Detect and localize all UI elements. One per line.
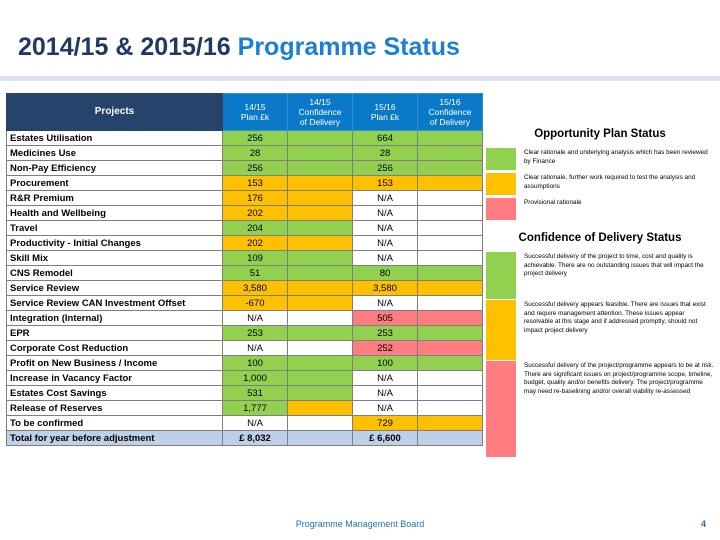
cell-plan-1415: 100 <box>223 356 288 371</box>
cell-confidence-1516 <box>418 416 483 431</box>
legend-item <box>486 361 714 457</box>
cell-plan-1516: N/A <box>353 221 418 236</box>
cell-plan-1516: N/A <box>353 401 418 416</box>
table-row <box>7 356 483 371</box>
cell-plan-1415: 28 <box>223 146 288 161</box>
page-title-years: 2014/15 & 2015/16 <box>18 33 231 61</box>
header-line-2: Plan £k <box>240 112 270 122</box>
row-project-name: Productivity - Initial Changes <box>7 236 223 251</box>
table-total-row <box>7 431 483 446</box>
total-label: Total for year before adjustment <box>7 431 223 446</box>
table-row <box>7 191 483 206</box>
cell-confidence-1415 <box>288 401 353 416</box>
cell-confidence-1516 <box>418 161 483 176</box>
legend-item <box>486 198 714 220</box>
header-line-1: 14/15 <box>309 97 331 107</box>
cell-plan-1415: 202 <box>223 236 288 251</box>
cell-confidence-1516 <box>418 191 483 206</box>
legend-swatch-red-icon <box>486 198 516 220</box>
row-project-name: To be confirmed <box>7 416 223 431</box>
table-row <box>7 251 483 266</box>
cell-plan-1516: N/A <box>353 206 418 221</box>
header-line-1: 15/16 <box>374 102 396 112</box>
table-row <box>7 221 483 236</box>
table-row <box>7 296 483 311</box>
cell-confidence-1415 <box>288 191 353 206</box>
cell-confidence-1516 <box>418 206 483 221</box>
cell-plan-1516: N/A <box>353 296 418 311</box>
header-line-2: Plan £k <box>370 112 400 122</box>
row-project-name: Release of Reserves <box>7 401 223 416</box>
cell-confidence-1415 <box>288 416 353 431</box>
total-plan-1415: £ 8,032 <box>223 431 288 446</box>
page-title-subject: Programme Status <box>237 33 460 61</box>
cell-plan-1415: 204 <box>223 221 288 236</box>
cell-confidence-1415 <box>288 266 353 281</box>
table-row <box>7 416 483 431</box>
table-header-row <box>7 94 483 131</box>
cell-plan-1516: 153 <box>353 176 418 191</box>
cell-confidence-1415 <box>288 221 353 236</box>
cell-plan-1415: 3,580 <box>223 281 288 296</box>
cell-plan-1415: 256 <box>223 161 288 176</box>
column-header-confidence-1415 <box>288 94 353 131</box>
cell-plan-1516: 256 <box>353 161 418 176</box>
cell-confidence-1415 <box>288 311 353 326</box>
cell-plan-1415: 1,777 <box>223 401 288 416</box>
table-row <box>7 386 483 401</box>
cell-plan-1415: N/A <box>223 416 288 431</box>
legend-item <box>486 300 714 360</box>
cell-plan-1516: 729 <box>353 416 418 431</box>
header-line-1: 15/16 <box>439 97 461 107</box>
cell-confidence-1516 <box>418 221 483 236</box>
footer-label: Programme Management Board <box>295 519 425 529</box>
cell-plan-1516: 28 <box>353 146 418 161</box>
column-header-plan-1516 <box>353 94 418 131</box>
cell-confidence-1415 <box>288 371 353 386</box>
cell-plan-1415: 153 <box>223 176 288 191</box>
legend-opportunity-plan-status <box>486 128 714 220</box>
cell-confidence-1516 <box>418 131 483 146</box>
cell-confidence-1415 <box>288 251 353 266</box>
row-project-name: Non-Pay Efficiency <box>7 161 223 176</box>
cell-plan-1415: 109 <box>223 251 288 266</box>
row-project-name: Service Review <box>7 281 223 296</box>
cell-plan-1516: 505 <box>353 311 418 326</box>
row-project-name: EPR <box>7 326 223 341</box>
header-line-2: Confidence <box>428 107 472 117</box>
cell-confidence-1516 <box>418 296 483 311</box>
cell-confidence-1415 <box>288 326 353 341</box>
legend-item-text: Provisional rationale <box>524 199 582 206</box>
row-project-name: Profit on New Business / Income <box>7 356 223 371</box>
cell-confidence-1516 <box>418 326 483 341</box>
legend-confidence-of-delivery-status <box>486 232 714 457</box>
cell-confidence-1415 <box>288 296 353 311</box>
header-line-3: of Delivery <box>429 117 471 127</box>
table-row <box>7 341 483 356</box>
cell-confidence-1516 <box>418 371 483 386</box>
legend-item <box>486 252 714 299</box>
table-row <box>7 326 483 341</box>
cell-confidence-1415 <box>288 161 353 176</box>
cell-plan-1516: N/A <box>353 191 418 206</box>
cell-plan-1516: 253 <box>353 326 418 341</box>
cell-plan-1516: N/A <box>353 386 418 401</box>
cell-plan-1415: 202 <box>223 206 288 221</box>
table-row <box>7 281 483 296</box>
total-confidence-1415 <box>288 431 353 446</box>
cell-confidence-1516 <box>418 251 483 266</box>
table-row <box>7 146 483 161</box>
cell-confidence-1516 <box>418 386 483 401</box>
cell-plan-1516: N/A <box>353 371 418 386</box>
table-row <box>7 266 483 281</box>
row-project-name: Integration (Internal) <box>7 311 223 326</box>
cell-plan-1415: N/A <box>223 341 288 356</box>
cell-confidence-1516 <box>418 281 483 296</box>
row-project-name: Estates Utilisation <box>7 131 223 146</box>
cell-plan-1415: -670 <box>223 296 288 311</box>
cell-confidence-1415 <box>288 206 353 221</box>
cell-confidence-1516 <box>418 311 483 326</box>
legend-opportunity-title: Opportunity Plan Status <box>534 128 666 140</box>
row-project-name: CNS Remodel <box>7 266 223 281</box>
column-header-confidence-1516 <box>418 94 483 131</box>
legend-swatch-amber-icon <box>486 300 516 360</box>
table-row <box>7 176 483 191</box>
legend-item <box>486 148 714 170</box>
legend-item-text: Successful delivery appears feasible. There are issues that exist and require management attention. These issues appear resolvable at this stage and if addressed promptly, should not impact project delivery <box>524 301 706 334</box>
cell-plan-1516: 252 <box>353 341 418 356</box>
row-project-name: Service Review CAN Investment Offset <box>7 296 223 311</box>
header-line-1: 14/15 <box>244 102 266 112</box>
cell-confidence-1415 <box>288 356 353 371</box>
table-row <box>7 131 483 146</box>
table-body <box>7 131 483 446</box>
legend-swatch-red-icon <box>486 361 516 457</box>
legend-swatch-green-icon <box>486 148 516 170</box>
cell-plan-1415: 176 <box>223 191 288 206</box>
legend-item-text: Successful delivery of the project/programme appears to be at risk. There are significant issues on project/programme scope, timeline, budget, quality and/or benefits delivery. The project/programme may need re-baselining and/or overall viability re-assessed <box>524 362 714 395</box>
cell-confidence-1415 <box>288 236 353 251</box>
column-header-projects: Projects <box>7 94 223 131</box>
cell-confidence-1516 <box>418 176 483 191</box>
legend-swatch-green-icon <box>486 252 516 299</box>
title-bar <box>0 30 720 72</box>
table-row <box>7 161 483 176</box>
row-project-name: Increase in Vacancy Factor <box>7 371 223 386</box>
table-row <box>7 206 483 221</box>
row-project-name: Estates Cost Savings <box>7 386 223 401</box>
cell-plan-1415: 253 <box>223 326 288 341</box>
cell-plan-1415: 51 <box>223 266 288 281</box>
row-project-name: Travel <box>7 221 223 236</box>
cell-plan-1516: 3,580 <box>353 281 418 296</box>
cell-confidence-1516 <box>418 401 483 416</box>
legend-item-text: Clear rationale and underlying analysis which has been reviewed by Finance <box>524 149 708 165</box>
legend-item-text: Successful delivery of the project to time, cost and quality is achievable. There are no outstanding issues that will impact the project delivery <box>524 253 704 278</box>
cell-confidence-1415 <box>288 176 353 191</box>
cell-plan-1516: N/A <box>353 236 418 251</box>
cell-confidence-1516 <box>418 236 483 251</box>
cell-confidence-1516 <box>418 356 483 371</box>
total-confidence-1516 <box>418 431 483 446</box>
row-project-name: Corporate Cost Reduction <box>7 341 223 356</box>
legend-confidence-title: Confidence of Delivery Status <box>518 232 682 244</box>
legend-item-text: Clear rationale, further work required to test the analysis and assumptions <box>524 174 696 190</box>
cell-confidence-1516 <box>418 146 483 161</box>
cell-confidence-1415 <box>288 146 353 161</box>
programme-status-table <box>6 93 483 446</box>
cell-plan-1415: N/A <box>223 311 288 326</box>
cell-plan-1516: N/A <box>353 251 418 266</box>
cell-confidence-1415 <box>288 386 353 401</box>
cell-confidence-1516 <box>418 266 483 281</box>
table-row <box>7 401 483 416</box>
table-row <box>7 236 483 251</box>
cell-plan-1516: 80 <box>353 266 418 281</box>
cell-confidence-1415 <box>288 131 353 146</box>
legend-panel <box>486 128 714 458</box>
cell-confidence-1415 <box>288 281 353 296</box>
row-project-name: Health and Wellbeing <box>7 206 223 221</box>
cell-confidence-1516 <box>418 341 483 356</box>
row-project-name: Medicines Use <box>7 146 223 161</box>
header-line-3: of Delivery <box>299 117 341 127</box>
page-title <box>18 30 460 64</box>
cell-confidence-1415 <box>288 341 353 356</box>
cell-plan-1415: 531 <box>223 386 288 401</box>
row-project-name: R&R Premium <box>7 191 223 206</box>
total-plan-1516: £ 6,600 <box>353 431 418 446</box>
table-row <box>7 371 483 386</box>
title-divider <box>0 76 720 81</box>
page-number: 4 <box>700 519 706 529</box>
row-project-name: Procurement <box>7 176 223 191</box>
legend-item <box>486 173 714 195</box>
cell-plan-1516: 664 <box>353 131 418 146</box>
row-project-name: Skill Mix <box>7 251 223 266</box>
table-row <box>7 311 483 326</box>
header-line-2: Confidence <box>298 107 342 117</box>
cell-plan-1415: 1,000 <box>223 371 288 386</box>
legend-swatch-amber-icon <box>486 173 516 195</box>
cell-plan-1415: 256 <box>223 131 288 146</box>
cell-plan-1516: 100 <box>353 356 418 371</box>
column-header-plan-1415 <box>223 94 288 131</box>
